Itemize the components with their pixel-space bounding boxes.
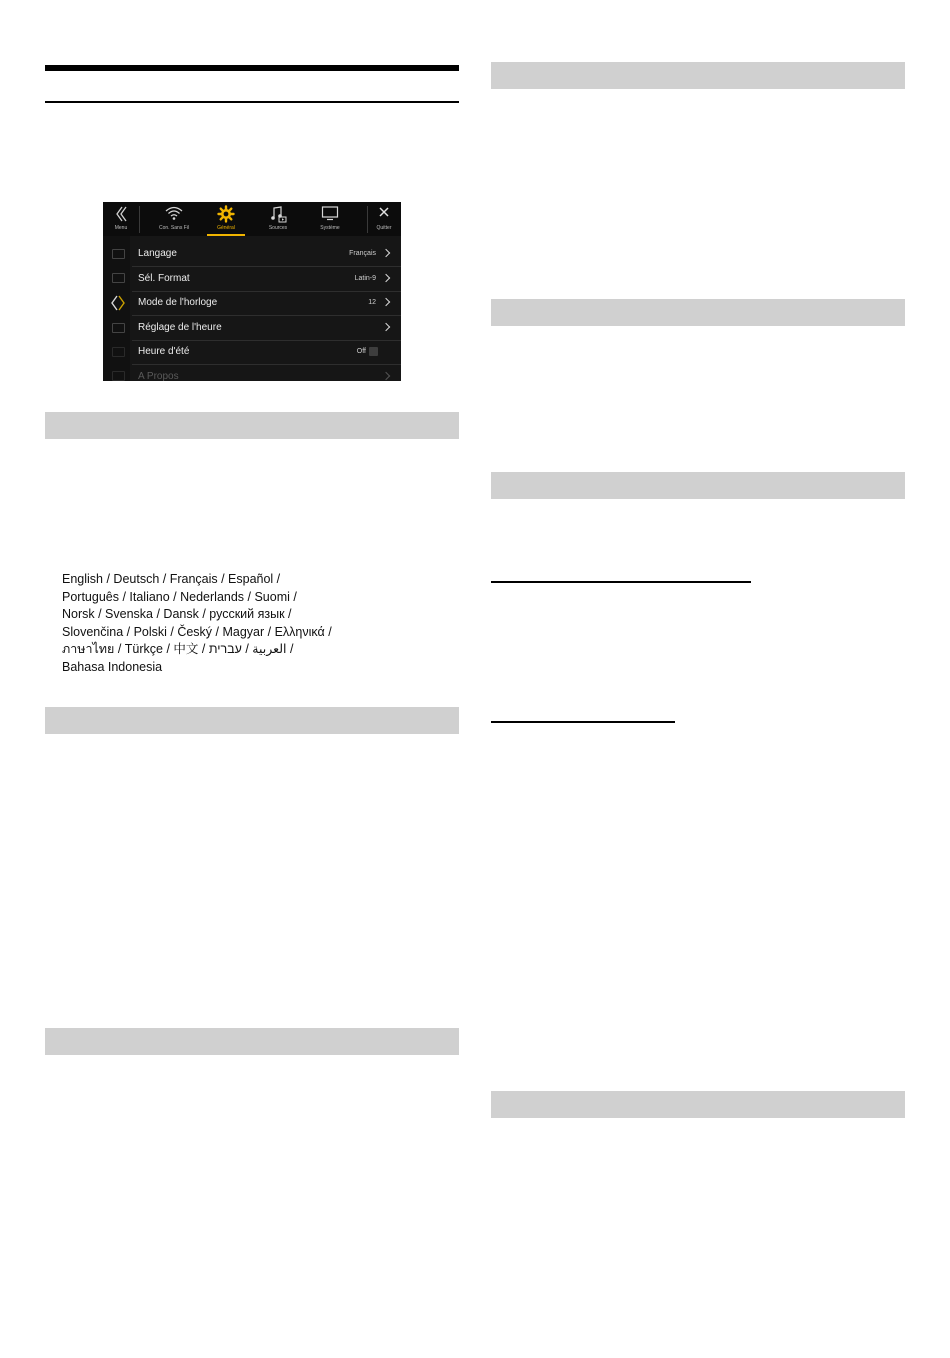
- language-line: Português / Italiano / Nederlands / Suomi /: [62, 589, 297, 604]
- section-header-bar: [491, 1091, 905, 1118]
- row-value: Français: [349, 250, 376, 257]
- wifi-icon: [151, 205, 197, 223]
- row-label: A Propos: [138, 371, 179, 381]
- monitor-icon: [311, 205, 349, 223]
- language-line: Norsk / Svenska / Dansk / русский язык /: [62, 607, 292, 621]
- row-value: 12: [368, 299, 376, 306]
- settings-row-format[interactable]: [132, 267, 401, 292]
- language-line: English / Deutsch / Français / Español /: [62, 572, 281, 586]
- settings-row-time-adjust[interactable]: [132, 316, 401, 341]
- language-line: Slovenčina / Polski / Český / Magyar / Ελληνικά /: [62, 624, 332, 639]
- sidebar-car-icon[interactable]: [112, 323, 125, 333]
- sidebar-list-icon[interactable]: [112, 249, 125, 259]
- active-tab-indicator: [207, 234, 245, 236]
- menu-button[interactable]: [103, 202, 139, 236]
- settings-row-about[interactable]: [132, 365, 401, 381]
- subheading-underline: [491, 581, 751, 583]
- top-bar: [103, 202, 401, 236]
- tab-sources-label: Sources: [268, 225, 288, 231]
- sidebar-screen-icon[interactable]: [112, 273, 125, 283]
- sidebar-blank-icon[interactable]: [112, 347, 125, 357]
- chevron-right-icon: [382, 249, 390, 257]
- row-value: Latin-9: [354, 275, 376, 282]
- header-rule-thick: [45, 65, 459, 71]
- chevron-right-icon: [382, 298, 390, 306]
- section-header-bar: [45, 412, 459, 439]
- row-label: Langage: [138, 248, 177, 259]
- menu-label: Menu: [114, 225, 128, 231]
- chevron-left-double-icon: [103, 205, 139, 223]
- sidebar: [103, 236, 130, 381]
- section-header-bar: [45, 1028, 459, 1055]
- settings-row-daylight-saving[interactable]: [132, 340, 401, 365]
- subheading-underline: [491, 721, 675, 723]
- language-line: ภาษาไทย / Türkçe / 中文 / العربية / עברית /: [62, 642, 294, 656]
- header-rule-thin: [45, 101, 459, 103]
- row-label: Mode de l'horloge: [138, 297, 218, 308]
- gear-icon: [207, 205, 245, 223]
- row-value: Off: [356, 348, 366, 355]
- close-icon: [367, 205, 401, 223]
- chevron-right-icon: [382, 372, 390, 380]
- language-list: [62, 571, 392, 676]
- toggle-switch[interactable]: [369, 347, 378, 356]
- tab-wireless-label: Con. Sans Fil: [158, 225, 189, 231]
- tab-sources[interactable]: [259, 202, 297, 236]
- quit-label: Quitter: [376, 225, 392, 231]
- row-label: Réglage de l'heure: [138, 322, 222, 333]
- section-header-bar: [491, 62, 905, 89]
- music-note-icon: [259, 205, 297, 223]
- quit-button[interactable]: [367, 202, 401, 236]
- row-label: Heure d'été: [138, 346, 190, 357]
- divider: [139, 206, 140, 233]
- sidebar-arrows-icon[interactable]: [111, 294, 125, 317]
- chevron-right-icon: [382, 323, 390, 331]
- row-label: Sél. Format: [138, 273, 190, 284]
- settings-row-clock-mode[interactable]: [132, 291, 401, 316]
- tab-wireless[interactable]: [151, 202, 197, 236]
- tab-general[interactable]: [207, 202, 245, 236]
- tab-system[interactable]: [311, 202, 349, 236]
- chevron-right-icon: [382, 274, 390, 282]
- settings-screenshot: [103, 202, 401, 381]
- section-header-bar: [491, 299, 905, 326]
- language-line: Bahasa Indonesia: [62, 659, 163, 674]
- section-header-bar: [45, 707, 459, 734]
- sidebar-wave-icon[interactable]: [112, 371, 125, 381]
- tab-general-label: Général: [217, 225, 235, 231]
- tab-system-label: Système: [320, 225, 340, 231]
- section-header-bar: [491, 472, 905, 499]
- settings-row-language[interactable]: [132, 242, 401, 267]
